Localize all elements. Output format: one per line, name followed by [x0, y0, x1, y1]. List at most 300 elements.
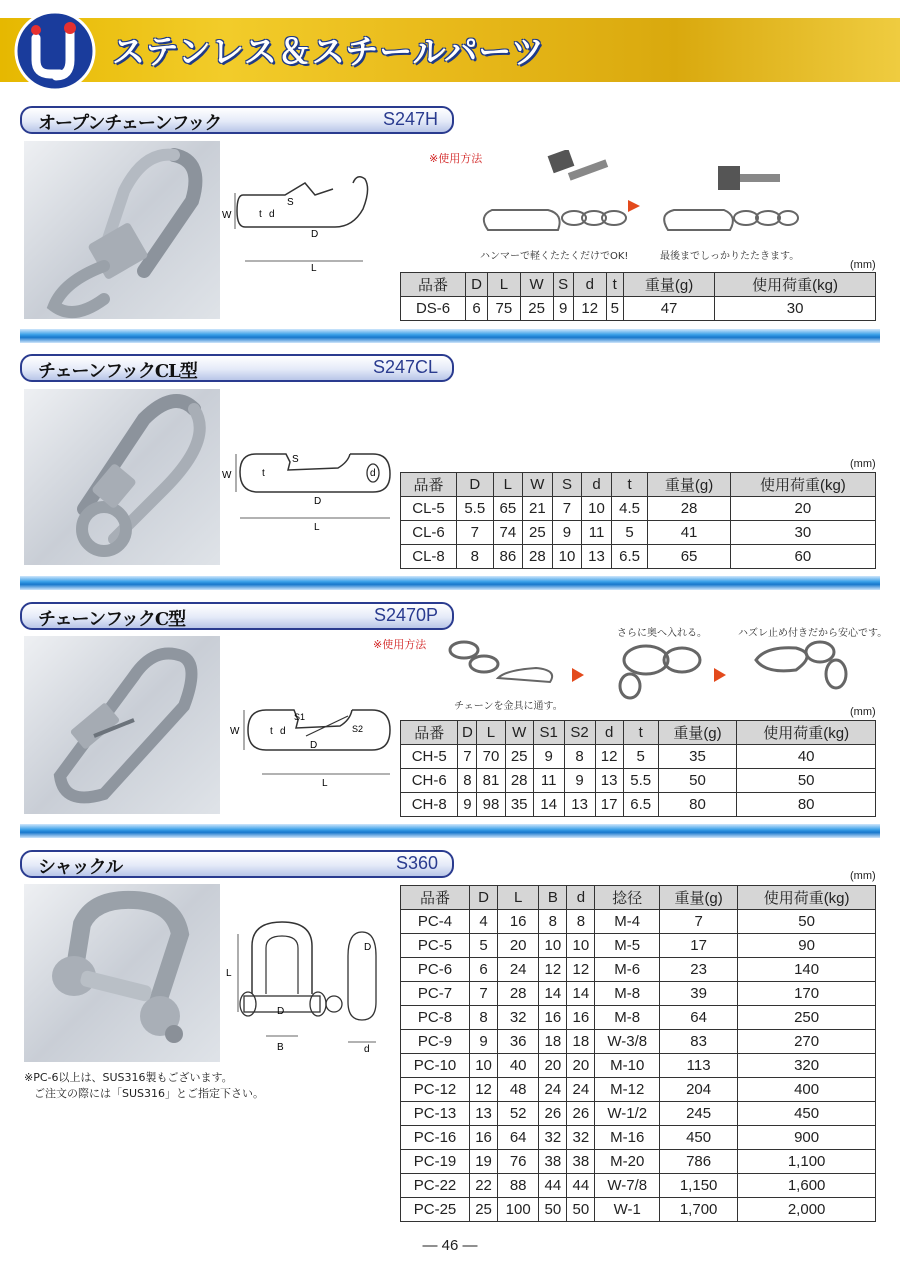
table-row — [401, 1006, 876, 1030]
table-cell: 24 — [498, 958, 539, 982]
section-divider — [20, 824, 880, 838]
table-cell: 113 — [660, 1054, 738, 1078]
table-cell: 1,100 — [738, 1150, 876, 1174]
table-cell: 21 — [523, 497, 553, 521]
footnote-line: ご注文の際には「SUS316」とご指定下さい。 — [34, 1087, 265, 1100]
table-cell: W-1 — [595, 1198, 660, 1222]
table-cell: M-6 — [595, 958, 660, 982]
table-cell: 250 — [738, 1006, 876, 1030]
table-cell: 12 — [595, 745, 623, 769]
column-header: 使用荷重(kg) — [737, 721, 876, 745]
table-cell: 25 — [523, 521, 553, 545]
table-cell: 1,700 — [660, 1198, 738, 1222]
page-title: ステンレス＆スチールパーツ — [112, 32, 545, 71]
table-cell: W-3/8 — [595, 1030, 660, 1054]
table-cell: 9 — [470, 1030, 498, 1054]
table-cell: 40 — [498, 1054, 539, 1078]
table-cell: 9 — [458, 793, 477, 817]
dim-label-big-d: D — [310, 740, 318, 751]
table-cell: CL-8 — [401, 545, 457, 569]
unit-label: (mm) — [850, 870, 876, 882]
section-name: オープンチェーンフック — [38, 113, 222, 134]
table-row — [401, 745, 876, 769]
table-cell: 20 — [567, 1054, 595, 1078]
column-header: S — [553, 273, 573, 297]
dim-label-w: W — [222, 470, 232, 481]
table-cell: 36 — [498, 1030, 539, 1054]
table-cell: 6.5 — [623, 793, 658, 817]
table-cell: 25 — [505, 745, 533, 769]
column-header: S1 — [533, 721, 564, 745]
unit-label: (mm) — [850, 458, 876, 470]
column-header: W — [505, 721, 533, 745]
table-cell: 74 — [493, 521, 523, 545]
spec-table-cl-hook — [400, 472, 876, 569]
dim-label-big-d: D — [314, 496, 322, 507]
column-header: t — [611, 473, 648, 497]
table-cell: 47 — [623, 297, 714, 321]
table-cell: 30 — [730, 521, 875, 545]
table-cell: 80 — [737, 793, 876, 817]
table-cell: 18 — [567, 1030, 595, 1054]
column-header: 使用荷重(kg) — [730, 473, 875, 497]
column-header: 重量(g) — [658, 721, 737, 745]
usage-caption: ハンマーで軽くたたくだけでOK! — [480, 251, 629, 262]
table-cell: 10 — [552, 545, 582, 569]
footnote-line: ※PC-6以上は、SUS316製もございます。 — [24, 1071, 233, 1084]
table-cell: 5.5 — [457, 497, 494, 521]
table-row — [401, 910, 876, 934]
table-cell: M-8 — [595, 1006, 660, 1030]
table-row — [401, 521, 876, 545]
table-row — [401, 934, 876, 958]
table-cell: 41 — [648, 521, 730, 545]
table-cell: 5 — [611, 521, 648, 545]
table-cell: PC-19 — [401, 1150, 470, 1174]
table-cell: 5.5 — [623, 769, 658, 793]
table-row — [401, 769, 876, 793]
table-cell: 170 — [738, 982, 876, 1006]
table-cell: 5 — [623, 745, 658, 769]
usage-label-c-hook: ※使用方法 — [373, 638, 427, 651]
table-cell: 90 — [738, 934, 876, 958]
section-divider — [20, 576, 880, 590]
usage-illustration-open-hook — [478, 150, 800, 246]
table-cell: 1,150 — [660, 1174, 738, 1198]
table-cell: 8 — [567, 910, 595, 934]
dim-label-d: d — [269, 209, 275, 220]
table-cell: 16 — [470, 1126, 498, 1150]
table-cell: 44 — [539, 1174, 567, 1198]
column-header: d — [595, 721, 623, 745]
unit-label: (mm) — [850, 706, 876, 718]
dim-label-w: W — [222, 210, 232, 221]
column-header: d — [567, 886, 595, 910]
table-cell: M-8 — [595, 982, 660, 1006]
table-cell: 35 — [658, 745, 737, 769]
column-header: 重量(g) — [660, 886, 738, 910]
usage-illustration-c-hook — [446, 630, 880, 700]
table-cell: 7 — [458, 745, 477, 769]
table-cell: 65 — [493, 497, 523, 521]
table-cell: PC-13 — [401, 1102, 470, 1126]
dim-label-b: B — [277, 1042, 284, 1053]
table-cell: 16 — [498, 910, 539, 934]
table-cell: W-7/8 — [595, 1174, 660, 1198]
table-row — [401, 1126, 876, 1150]
column-header: D — [470, 886, 498, 910]
table-cell: 450 — [738, 1102, 876, 1126]
table-cell: 10 — [470, 1054, 498, 1078]
table-cell: 30 — [715, 297, 876, 321]
table-header-row — [401, 473, 876, 497]
section-code: S360 — [395, 853, 438, 873]
table-row — [401, 793, 876, 817]
table-row — [401, 1054, 876, 1078]
table-cell: 17 — [660, 934, 738, 958]
table-cell: PC-7 — [401, 982, 470, 1006]
column-header: W — [520, 273, 553, 297]
table-cell: 88 — [498, 1174, 539, 1198]
section-title-cl-hook — [20, 354, 454, 382]
table-cell: PC-9 — [401, 1030, 470, 1054]
table-cell: 7 — [470, 982, 498, 1006]
diagram-shackle — [222, 916, 392, 1056]
table-cell: 75 — [488, 297, 521, 321]
column-header: L — [493, 473, 523, 497]
table-cell: 38 — [567, 1150, 595, 1174]
table-cell: 14 — [533, 793, 564, 817]
section-code: S247H — [382, 109, 438, 129]
table-cell: 1,600 — [738, 1174, 876, 1198]
usage-label-open-hook: ※使用方法 — [429, 152, 483, 165]
table-cell: CL-5 — [401, 497, 457, 521]
spec-table-open-hook — [400, 272, 876, 321]
table-cell: 24 — [567, 1078, 595, 1102]
product-photo-cl-hook — [24, 389, 220, 565]
column-header: D — [466, 273, 488, 297]
table-cell: 450 — [660, 1126, 738, 1150]
table-cell: 270 — [738, 1030, 876, 1054]
section-name: チェーンフックC型 — [38, 609, 186, 630]
column-header: 使用荷重(kg) — [715, 273, 876, 297]
table-cell: 400 — [738, 1078, 876, 1102]
table-cell: 8 — [457, 545, 494, 569]
table-cell: 19 — [470, 1150, 498, 1174]
diagram-cl-hook — [218, 440, 398, 532]
table-cell: 50 — [658, 769, 737, 793]
table-cell: M-4 — [595, 910, 660, 934]
column-header: 重量(g) — [623, 273, 714, 297]
table-cell: 9 — [533, 745, 564, 769]
dim-label-d: d — [280, 726, 286, 737]
table-cell: 8 — [564, 745, 595, 769]
column-header: L — [477, 721, 505, 745]
table-cell: 12 — [470, 1078, 498, 1102]
column-header: 品番 — [401, 273, 466, 297]
table-cell: 40 — [737, 745, 876, 769]
usage-caption: 最後までしっかりたたきます。 — [660, 251, 800, 262]
table-cell: PC-10 — [401, 1054, 470, 1078]
product-photo-c-hook — [24, 636, 220, 814]
dim-label-l: L — [314, 522, 320, 532]
column-header: S2 — [564, 721, 595, 745]
section-title-c-hook — [20, 602, 454, 630]
table-cell: 98 — [477, 793, 505, 817]
company-logo — [14, 10, 96, 92]
dim-label-t: t — [270, 726, 273, 737]
table-cell: 7 — [660, 910, 738, 934]
column-header: d — [573, 273, 606, 297]
dim-label-big-d: D — [277, 1006, 285, 1017]
table-cell: 14 — [567, 982, 595, 1006]
table-cell: W-1/2 — [595, 1102, 660, 1126]
table-row — [401, 1198, 876, 1222]
diagram-c-hook — [222, 698, 400, 790]
table-cell: 4 — [470, 910, 498, 934]
diagram-open-hook — [215, 165, 395, 273]
dim-label-s2: S2 — [352, 724, 364, 734]
table-cell: M-5 — [595, 934, 660, 958]
dim-label-s: S — [287, 197, 294, 208]
table-cell: 26 — [539, 1102, 567, 1126]
column-header: L — [498, 886, 539, 910]
table-cell: 2,000 — [738, 1198, 876, 1222]
table-cell: 20 — [730, 497, 875, 521]
table-cell: 204 — [660, 1078, 738, 1102]
table-cell: 25 — [520, 297, 553, 321]
table-cell: 6.5 — [611, 545, 648, 569]
table-cell: 9 — [553, 297, 573, 321]
table-cell: 64 — [660, 1006, 738, 1030]
table-cell: 16 — [539, 1006, 567, 1030]
table-row — [401, 982, 876, 1006]
column-header: 使用荷重(kg) — [738, 886, 876, 910]
table-cell: PC-6 — [401, 958, 470, 982]
table-cell: 13 — [470, 1102, 498, 1126]
section-code: S247CL — [372, 357, 438, 377]
usage-caption: さらに奥へ入れる。 — [617, 628, 707, 639]
table-cell: 786 — [660, 1150, 738, 1174]
dim-label-big-d: D — [364, 942, 372, 953]
table-cell: 23 — [660, 958, 738, 982]
table-cell: 4.5 — [611, 497, 648, 521]
table-cell: 28 — [648, 497, 730, 521]
table-header-row — [401, 273, 876, 297]
table-cell: 50 — [567, 1198, 595, 1222]
table-cell: 140 — [738, 958, 876, 982]
section-name: シャックル — [38, 857, 123, 878]
table-cell: 16 — [567, 1006, 595, 1030]
table-cell: 83 — [660, 1030, 738, 1054]
table-cell: 10 — [582, 497, 612, 521]
table-cell: 50 — [737, 769, 876, 793]
dim-label-d: d — [364, 1044, 370, 1055]
table-row — [401, 545, 876, 569]
table-cell: 24 — [539, 1078, 567, 1102]
table-cell: 900 — [738, 1126, 876, 1150]
dim-label-l: L — [322, 778, 328, 789]
table-cell: 50 — [738, 910, 876, 934]
table-cell: 6 — [470, 958, 498, 982]
dim-label-d: d — [370, 468, 376, 479]
table-cell: 10 — [539, 934, 567, 958]
column-header: 捻径 — [595, 886, 660, 910]
table-cell: 5 — [606, 297, 623, 321]
column-header: W — [523, 473, 553, 497]
unit-label: (mm) — [850, 259, 876, 271]
table-cell: 86 — [493, 545, 523, 569]
usage-caption: ハズレ止め付きだから安心です。 — [738, 628, 888, 639]
table-cell: 13 — [582, 545, 612, 569]
table-cell: 64 — [498, 1126, 539, 1150]
table-cell: 20 — [498, 934, 539, 958]
table-row — [401, 1150, 876, 1174]
table-cell: 11 — [533, 769, 564, 793]
table-cell: 28 — [523, 545, 553, 569]
dim-label-l: L — [226, 968, 232, 979]
usage-caption: チェーンを金具に通す。 — [454, 701, 563, 712]
column-header: 品番 — [401, 886, 470, 910]
product-photo-open-hook — [24, 141, 220, 319]
table-cell: 32 — [498, 1006, 539, 1030]
column-header: L — [488, 273, 521, 297]
table-cell: DS-6 — [401, 297, 466, 321]
page-number: — 46 — — [422, 1237, 478, 1254]
spec-table-c-hook — [400, 720, 876, 817]
table-cell: 18 — [539, 1030, 567, 1054]
dim-label-big-d: D — [311, 229, 319, 240]
table-cell: CH-5 — [401, 745, 458, 769]
table-row — [401, 1174, 876, 1198]
table-cell: 70 — [477, 745, 505, 769]
table-cell: 44 — [567, 1174, 595, 1198]
table-cell: 7 — [457, 521, 494, 545]
column-header: t — [606, 273, 623, 297]
table-cell: 32 — [539, 1126, 567, 1150]
column-header: D — [458, 721, 477, 745]
column-header: 品番 — [401, 721, 458, 745]
table-cell: 39 — [660, 982, 738, 1006]
table-cell: 100 — [498, 1198, 539, 1222]
table-cell: M-16 — [595, 1126, 660, 1150]
table-row — [401, 497, 876, 521]
product-photo-shackle — [24, 884, 220, 1062]
table-cell: PC-22 — [401, 1174, 470, 1198]
section-title-shackle — [20, 850, 454, 878]
table-cell: 245 — [660, 1102, 738, 1126]
column-header: S — [552, 473, 582, 497]
table-cell: 52 — [498, 1102, 539, 1126]
table-cell: 320 — [738, 1054, 876, 1078]
table-cell: 80 — [658, 793, 737, 817]
table-cell: 60 — [730, 545, 875, 569]
column-header: 重量(g) — [648, 473, 730, 497]
dim-label-s1: S1 — [294, 712, 306, 722]
table-cell: 8 — [470, 1006, 498, 1030]
table-row — [401, 1102, 876, 1126]
table-cell: 10 — [567, 934, 595, 958]
table-cell: PC-16 — [401, 1126, 470, 1150]
table-cell: PC-8 — [401, 1006, 470, 1030]
table-cell: 12 — [567, 958, 595, 982]
table-cell: 26 — [567, 1102, 595, 1126]
table-cell: 13 — [595, 769, 623, 793]
table-cell: 12 — [573, 297, 606, 321]
table-cell: PC-25 — [401, 1198, 470, 1222]
table-cell: 9 — [564, 769, 595, 793]
dim-label-l: L — [311, 263, 317, 273]
table-cell: 81 — [477, 769, 505, 793]
table-cell: M-12 — [595, 1078, 660, 1102]
table-row — [401, 1078, 876, 1102]
footnote — [24, 1070, 264, 1102]
table-cell: 13 — [564, 793, 595, 817]
table-cell: CH-8 — [401, 793, 458, 817]
table-cell: 7 — [552, 497, 582, 521]
column-header: 品番 — [401, 473, 457, 497]
section-name: チェーンフックCL型 — [38, 361, 197, 382]
table-cell: 28 — [498, 982, 539, 1006]
section-code: S2470P — [373, 605, 438, 625]
table-cell: 11 — [582, 521, 612, 545]
table-header-row — [401, 886, 876, 910]
table-cell: 48 — [498, 1078, 539, 1102]
table-cell: 38 — [539, 1150, 567, 1174]
table-cell: 28 — [505, 769, 533, 793]
table-cell: 65 — [648, 545, 730, 569]
table-cell: 25 — [470, 1198, 498, 1222]
table-cell: M-20 — [595, 1150, 660, 1174]
table-cell: 50 — [539, 1198, 567, 1222]
dim-label-s: S — [292, 454, 299, 465]
dim-label-w: W — [230, 726, 240, 737]
dim-label-t: t — [259, 209, 262, 220]
table-cell: 14 — [539, 982, 567, 1006]
table-cell: 76 — [498, 1150, 539, 1174]
table-row — [401, 1030, 876, 1054]
table-cell: PC-12 — [401, 1078, 470, 1102]
spec-table-shackle — [400, 885, 876, 1222]
table-cell: 6 — [466, 297, 488, 321]
column-header: D — [457, 473, 494, 497]
table-cell: 35 — [505, 793, 533, 817]
column-header: d — [582, 473, 612, 497]
table-cell: 9 — [552, 521, 582, 545]
table-cell: PC-5 — [401, 934, 470, 958]
column-header: t — [623, 721, 658, 745]
dim-label-t: t — [262, 468, 265, 479]
section-divider — [20, 329, 880, 343]
table-row — [401, 958, 876, 982]
section-title-open-hook — [20, 106, 454, 134]
table-cell: CH-6 — [401, 769, 458, 793]
table-cell: 22 — [470, 1174, 498, 1198]
table-cell: M-10 — [595, 1054, 660, 1078]
table-cell: 32 — [567, 1126, 595, 1150]
column-header: B — [539, 886, 567, 910]
table-cell: CL-6 — [401, 521, 457, 545]
table-cell: PC-4 — [401, 910, 470, 934]
table-cell: 8 — [539, 910, 567, 934]
table-row — [401, 297, 876, 321]
table-header-row — [401, 721, 876, 745]
table-cell: 20 — [539, 1054, 567, 1078]
table-cell: 8 — [458, 769, 477, 793]
table-cell: 17 — [595, 793, 623, 817]
table-cell: 5 — [470, 934, 498, 958]
table-cell: 12 — [539, 958, 567, 982]
